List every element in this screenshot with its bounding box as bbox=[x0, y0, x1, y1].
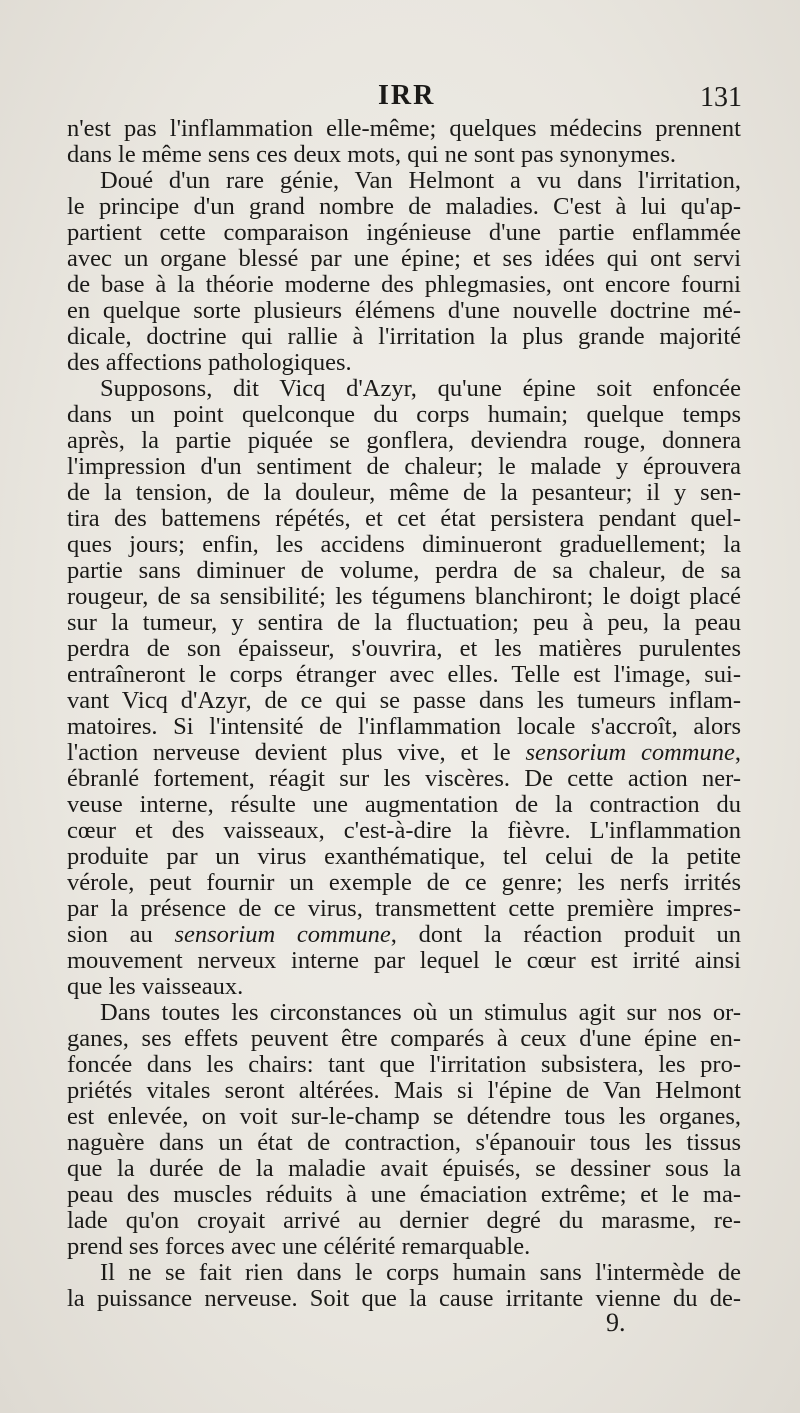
text-line: de la tension, de la douleur, même de la pesanteur; il y sen- bbox=[67, 479, 741, 506]
running-head: IRR bbox=[378, 80, 436, 111]
text-line: peau des muscles réduits à une émaciation extrême; et le ma- bbox=[67, 1181, 741, 1208]
text-line: ébranlé fortement, réagit sur les viscères. De cette action ner- bbox=[67, 765, 741, 792]
text-line: dicale, doctrine qui rallie à l'irritation la plus grande majorité bbox=[67, 323, 741, 350]
text-line: perdra de son épaisseur, s'ouvrira, et les matières purulentes bbox=[67, 635, 741, 662]
text-line-italic: sion au sensorium commune, dont la réaction produit un bbox=[67, 921, 741, 948]
text-line: produite par un virus exanthématique, tel celui de la petite bbox=[67, 843, 741, 870]
text-line: partient cette comparaison ingénieuse d'une partie enflammée bbox=[67, 219, 741, 246]
text-line: l'impression d'un sentiment de chaleur; le malade y éprouvera bbox=[67, 453, 741, 480]
text-line: rougeur, de sa sensibilité; les tégumens blanchiront; le doigt placé bbox=[67, 583, 741, 610]
text-line: mouvement nerveux interne par lequel le cœur est irrité ainsi bbox=[67, 947, 741, 974]
text-line: est enlevée, on voit sur-le-champ se détendre tous les organes, bbox=[67, 1103, 741, 1130]
text-line: que la durée de la maladie avait épuisés, se dessiner sous la bbox=[67, 1155, 741, 1182]
text-line: dans un point quelconque du corps humain; quelque temps bbox=[67, 401, 741, 428]
text-line: n'est pas l'inflammation elle-même; quelques médecins prennent bbox=[67, 115, 741, 142]
signature-mark: 9. bbox=[606, 1308, 626, 1337]
text-line: partie sans diminuer de volume, perdra de sa chaleur, de sa bbox=[67, 557, 741, 584]
text-line: Dans toutes les circonstances où un stimulus agit sur nos or- bbox=[100, 999, 741, 1026]
text-line: le principe d'un grand nombre de maladies. C'est à lui qu'ap- bbox=[67, 193, 741, 220]
latin-term: sensorium commune bbox=[174, 921, 391, 948]
text-line: vant Vicq d'Azyr, de ce qui se passe dans les tumeurs inflam- bbox=[67, 687, 741, 714]
text-line: par la présence de ce virus, transmettent cette première impres- bbox=[67, 895, 741, 922]
text-line-italic: l'action nerveuse devient plus vive, et le sensorium commune, bbox=[67, 739, 741, 766]
text-line: avec un organe blessé par une épine; et ses idées qui ont servi bbox=[67, 245, 741, 272]
body-text bbox=[67, 116, 741, 1312]
text-line: matoires. Si l'intensité de l'inflammation locale s'accroît, alors bbox=[67, 713, 741, 740]
text-line: après, la partie piquée se gonflera, deviendra rouge, donnera bbox=[67, 427, 741, 454]
text-line: ganes, ses effets peuvent être comparés à ceux d'une épine en- bbox=[67, 1025, 741, 1052]
text-line: tira des battemens répétés, et cet état persistera pendant quel- bbox=[67, 505, 741, 532]
text-line: lade qu'on croyait arrivé au dernier degré du marasme, re- bbox=[67, 1207, 741, 1234]
text-line: cœur et des vaisseaux, c'est-à-dire la fièvre. L'inflammation bbox=[67, 817, 741, 844]
text-line: veuse interne, résulte une augmentation de la contraction du bbox=[67, 791, 741, 818]
text-line: la puissance nerveuse. Soit que la cause irritante vienne du de- bbox=[67, 1285, 741, 1312]
text-line: en quelque sorte plusieurs élémens d'une nouvelle doctrine mé- bbox=[67, 297, 741, 324]
text-line: vérole, peut fournir un exemple de ce genre; les nerfs irrités bbox=[67, 869, 741, 896]
text-line: prend ses forces avec une célérité remarquable. bbox=[67, 1233, 531, 1260]
latin-term: sensorium commune bbox=[525, 739, 735, 766]
text-line: entraîneront le corps étranger avec elles. Telle est l'image, sui- bbox=[67, 661, 741, 688]
text-line: sur la tumeur, y sentira de la fluctuation; peu à peu, la peau bbox=[67, 609, 741, 636]
text-line: naguère dans un état de contraction, s'épanouir tous les tissus bbox=[67, 1129, 741, 1156]
text-line: priétés vitales seront altérées. Mais si l'épine de Van Helmont bbox=[67, 1077, 741, 1104]
text-line: Doué d'un rare génie, Van Helmont a vu dans l'irritation, bbox=[100, 167, 741, 194]
page-header bbox=[0, 80, 800, 120]
text-line: dans le même sens ces deux mots, qui ne sont pas synonymes. bbox=[67, 141, 677, 168]
text-line: foncée dans les chairs: tant que l'irritation subsistera, les pro- bbox=[67, 1051, 741, 1078]
text-line: des affections pathologiques. bbox=[67, 349, 352, 376]
text-line: Il ne se fait rien dans le corps humain sans l'intermède de bbox=[100, 1259, 741, 1286]
text-line: ques jours; enfin, les accidens diminueront graduellement; la bbox=[67, 531, 741, 558]
text-line: Supposons, dit Vicq d'Azyr, qu'une épine soit enfoncée bbox=[100, 375, 741, 402]
text-line: de base à la théorie moderne des phlegmasies, ont encore fourni bbox=[67, 271, 741, 298]
text-line: que les vaisseaux. bbox=[67, 973, 244, 1000]
page-number: 131 bbox=[700, 82, 742, 113]
